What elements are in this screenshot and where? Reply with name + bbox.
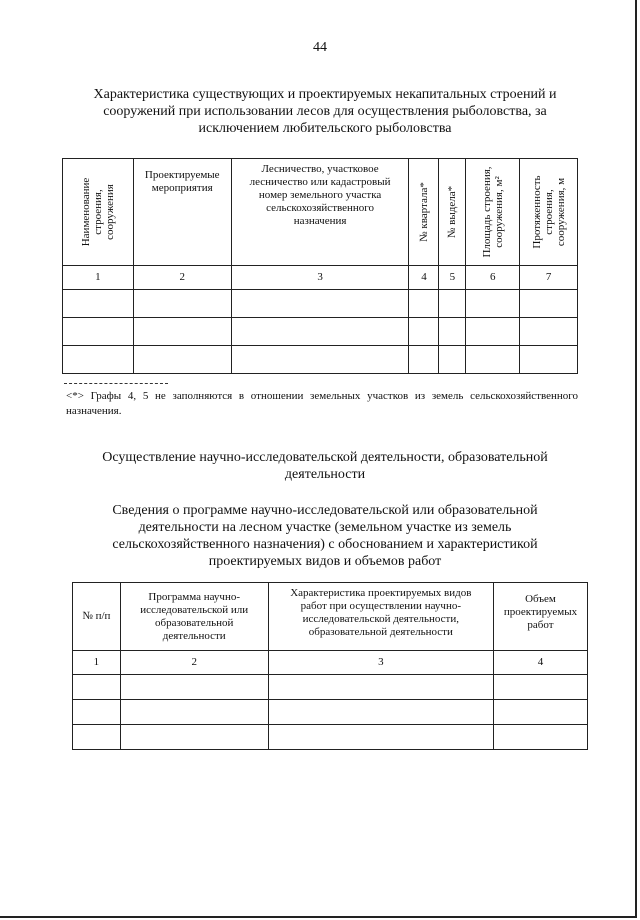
section2-title-line: Осуществление научно-исследовательской деятельности, образовательной: [102, 450, 548, 465]
column-number: 6: [466, 266, 520, 290]
header-quarter-no: № квартала*: [409, 159, 439, 266]
table-header-row: [63, 159, 578, 266]
header-planned-measures: Проектируемые мероприятия: [133, 159, 231, 266]
column-number: 1: [73, 651, 121, 675]
column-number: 4: [409, 266, 439, 290]
table-number-row: [63, 266, 578, 290]
footnote-rule: [64, 383, 168, 384]
column-number: 5: [439, 266, 466, 290]
column-number: 7: [520, 266, 578, 290]
section2-title: [60, 449, 590, 483]
footnote: <*> Графы 4, 5 не заполняются в отношении земельных участков из земель сельскохозяйственного назначения.: [66, 390, 578, 417]
column-number: 3: [231, 266, 409, 290]
table-row: [63, 346, 578, 374]
column-number: 1: [63, 266, 134, 290]
header-length: Протяженность строения, сооружения, м: [520, 159, 578, 266]
header-number: № п/п: [73, 583, 121, 651]
header-structure-name: Наименование строения, сооружения: [63, 159, 134, 266]
section2-subtitle-line: сельскохозяйственного назначения) с обоснованием и характеристикой: [112, 537, 538, 552]
header-program: Программа научно-исследовательской или образовательной деятельности: [120, 583, 268, 651]
table-row: [63, 290, 578, 318]
section1-title-line: Характеристика существующих и проектируемых некапитальных строений и: [93, 87, 557, 102]
section1-title-line: сооружений при использовании лесов для осуществления рыболовства, за: [103, 104, 547, 119]
table-number-row: [73, 651, 588, 675]
table-row: [63, 318, 578, 346]
header-work-volume: Объем проектируемых работ: [494, 583, 588, 651]
section1-title-line: исключением любительского рыболовства: [198, 121, 452, 136]
header-forestry: Лесничество, участковое лесничество или кадастровый номер земельного участка сельскохозяйственного назначения: [231, 159, 409, 266]
research-program-table: [72, 582, 588, 750]
column-number: 2: [120, 651, 268, 675]
section2-subtitle-line: проектируемых видов и объемов работ: [208, 554, 442, 569]
table-row: [73, 725, 588, 750]
table-row: [73, 700, 588, 725]
column-number: 3: [268, 651, 493, 675]
section2-subtitle-line: деятельности на лесном участке (земельном участке из земель: [138, 520, 512, 535]
section2-subtitle-line: Сведения о программе научно-исследовательской или образовательной: [112, 503, 538, 518]
section2-subtitle: [60, 502, 590, 570]
table-header-row: [73, 583, 588, 651]
section1-title: [60, 86, 590, 137]
header-area: Площадь строения, сооружения, м²: [466, 159, 520, 266]
structures-table: [62, 158, 578, 374]
header-work-characteristics: Характеристика проектируемых видов работ при осуществлении научно-исследовательской деятельности, образовательной деятельности: [268, 583, 493, 651]
table-row: [73, 675, 588, 700]
column-number: 2: [133, 266, 231, 290]
header-allotment-no: № выдела*: [439, 159, 466, 266]
page-number: 44: [313, 40, 327, 55]
column-number: 4: [494, 651, 588, 675]
section2-title-line: деятельности: [284, 467, 366, 482]
